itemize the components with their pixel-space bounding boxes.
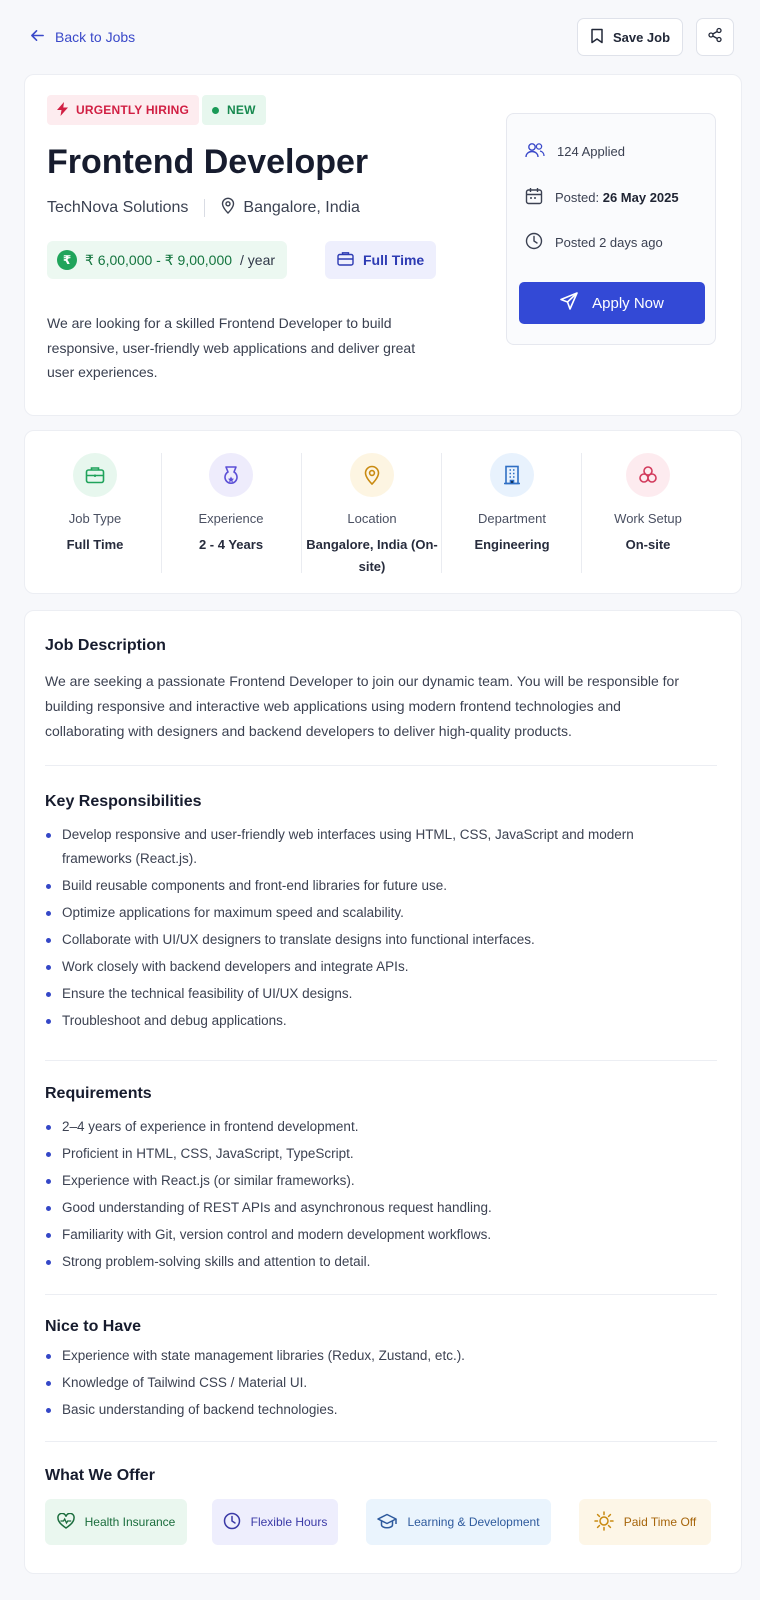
list-item: Experience with React.js (or similar frameworks). bbox=[45, 1169, 685, 1193]
list-item: Work closely with backend developers and integrate APIs. bbox=[45, 955, 685, 979]
job-summary: We are looking for a skilled Frontend Developer to build responsive, user-friendly web applications and deliver great user experiences. bbox=[47, 315, 416, 380]
bookmark-icon bbox=[590, 28, 604, 47]
posted-date: 26 May 2025 bbox=[602, 190, 679, 205]
application-panel bbox=[506, 113, 716, 345]
job-description-text: We are seeking a passionate Frontend Developer to join our dynamic team. You will be responsible for building responsive and interactive web applications using modern frontend technologies and collaborating with designers and backend developers to deliver high-quality products. bbox=[45, 673, 679, 739]
job-location bbox=[221, 197, 360, 219]
fact-department bbox=[442, 453, 582, 556]
map-pin-icon bbox=[350, 453, 394, 497]
new-label: NEW bbox=[227, 103, 256, 117]
graduation-cap-icon bbox=[377, 1513, 397, 1532]
responsibilities-list bbox=[45, 823, 685, 1036]
job-description-heading: Job Description bbox=[45, 637, 166, 654]
list-item: Experience with state management libraries (Redux, Zustand, etc.). bbox=[45, 1344, 685, 1368]
apply-now-label: Apply Now bbox=[592, 294, 664, 312]
salary-period: / year bbox=[240, 252, 276, 268]
job-location-label: Bangalore, India bbox=[243, 199, 360, 216]
list-item: Strong problem-solving skills and attention to detail. bbox=[45, 1250, 685, 1274]
fact-label: Work Setup bbox=[614, 511, 682, 526]
employment-type-label: Full Time bbox=[363, 252, 425, 268]
save-job-button[interactable] bbox=[577, 18, 683, 56]
divider bbox=[45, 1441, 717, 1442]
heart-pulse-icon bbox=[57, 1513, 75, 1532]
list-item: Build reusable components and front-end libraries for future use. bbox=[45, 874, 685, 898]
offer-health-insurance bbox=[45, 1499, 187, 1545]
fact-value: 2 - 4 Years bbox=[198, 537, 264, 552]
urgently-hiring-badge bbox=[47, 95, 199, 125]
list-item: Troubleshoot and debug applications. bbox=[45, 1009, 685, 1033]
divider bbox=[45, 1060, 717, 1061]
lightning-icon bbox=[57, 102, 68, 119]
what-we-offer-heading: What We Offer bbox=[45, 1467, 155, 1484]
briefcase-icon bbox=[73, 453, 117, 497]
fact-experience bbox=[161, 453, 301, 556]
offer-label: Flexible Hours bbox=[250, 1515, 328, 1529]
offer-label: Paid Time Off bbox=[623, 1515, 697, 1529]
back-to-jobs-label: Back to Jobs bbox=[55, 29, 136, 45]
arrow-left-icon bbox=[30, 28, 45, 46]
nice-to-have-list bbox=[45, 1344, 685, 1425]
job-title: Frontend Developer bbox=[47, 143, 369, 181]
applicants-stat bbox=[525, 142, 625, 161]
offer-label: Health Insurance bbox=[84, 1515, 176, 1529]
requirements-heading: Requirements bbox=[45, 1085, 152, 1102]
send-icon bbox=[560, 292, 578, 314]
apply-now-button[interactable] bbox=[519, 282, 705, 324]
posted-ago: Posted 2 days ago bbox=[555, 235, 663, 250]
offer-learning-development bbox=[366, 1499, 551, 1545]
briefcase-icon bbox=[337, 251, 354, 269]
experience-icon bbox=[209, 453, 253, 497]
offer-label: Learning & Development bbox=[407, 1515, 540, 1529]
back-to-jobs-link[interactable] bbox=[30, 28, 135, 46]
list-item: Ensure the technical feasibility of UI/UX designs. bbox=[45, 982, 685, 1006]
top-bar bbox=[0, 0, 760, 74]
fact-label: Location bbox=[347, 511, 397, 526]
divider bbox=[204, 199, 205, 217]
posted-date-stat bbox=[525, 187, 679, 208]
building-icon bbox=[490, 453, 534, 497]
share-icon bbox=[707, 27, 723, 48]
posted-ago-stat bbox=[525, 232, 663, 253]
rupee-icon: ₹ bbox=[57, 250, 77, 270]
company-name: TechNova Solutions bbox=[47, 199, 189, 216]
fact-work-setup bbox=[578, 453, 718, 556]
list-item: Good understanding of REST APIs and asynchronous request handling. bbox=[45, 1196, 685, 1220]
list-item: Basic understanding of backend technologies. bbox=[45, 1398, 685, 1422]
fact-label: Department bbox=[478, 511, 546, 526]
users-icon bbox=[525, 142, 545, 161]
list-item: Knowledge of Tailwind CSS / Material UI. bbox=[45, 1371, 685, 1395]
new-badge bbox=[202, 95, 266, 125]
sun-icon bbox=[594, 1511, 614, 1534]
team-icon bbox=[626, 453, 670, 497]
fact-value: Engineering bbox=[474, 537, 550, 552]
nice-to-have-heading: Nice to Have bbox=[45, 1318, 142, 1335]
list-item: Proficient in HTML, CSS, JavaScript, TypeScript. bbox=[45, 1142, 685, 1166]
fact-label: Experience bbox=[198, 511, 264, 526]
salary-chip bbox=[47, 241, 287, 279]
list-item: Optimize applications for maximum speed and scalability. bbox=[45, 901, 685, 925]
salary-range: ₹ 6,00,000 - ₹ 9,00,000 bbox=[85, 251, 233, 268]
offer-paid-time-off bbox=[579, 1499, 711, 1545]
calendar-icon bbox=[525, 187, 543, 208]
requirements-list bbox=[45, 1115, 685, 1277]
list-item: 2–4 years of experience in frontend development. bbox=[45, 1115, 685, 1139]
map-pin-icon bbox=[221, 197, 235, 219]
fact-value: Bangalore, India (On-site) bbox=[306, 537, 438, 574]
divider bbox=[45, 1294, 717, 1295]
share-button[interactable] bbox=[696, 18, 734, 56]
applicants-count: 124 Applied bbox=[557, 144, 625, 159]
employment-type-chip bbox=[325, 241, 436, 279]
fact-value: On-site bbox=[625, 537, 671, 552]
company-row bbox=[47, 197, 360, 219]
fact-location bbox=[302, 453, 442, 578]
job-header-card bbox=[24, 74, 742, 416]
list-item: Collaborate with UI/UX designers to translate designs into functional interfaces. bbox=[45, 928, 685, 952]
job-details-card bbox=[24, 610, 742, 1574]
divider bbox=[45, 765, 717, 766]
posted-label: Posted: bbox=[555, 190, 600, 205]
urgently-hiring-label: URGENTLY HIRING bbox=[76, 103, 190, 117]
clock-icon bbox=[525, 232, 543, 253]
fact-label: Job Type bbox=[68, 511, 122, 526]
list-item: Develop responsive and user-friendly web interfaces using HTML, CSS, JavaScript and modern frameworks (React.js). bbox=[45, 823, 685, 871]
key-responsibilities-heading: Key Responsibilities bbox=[45, 793, 202, 810]
offer-flexible-hours bbox=[212, 1499, 338, 1545]
save-job-label: Save Job bbox=[612, 29, 671, 45]
clock-icon bbox=[223, 1512, 241, 1533]
fact-job-type bbox=[25, 453, 165, 556]
job-facts-card bbox=[24, 430, 742, 594]
list-item: Familiarity with Git, version control and modern development workflows. bbox=[45, 1223, 685, 1247]
status-dot-icon bbox=[212, 107, 219, 114]
fact-value: Full Time bbox=[66, 537, 124, 552]
